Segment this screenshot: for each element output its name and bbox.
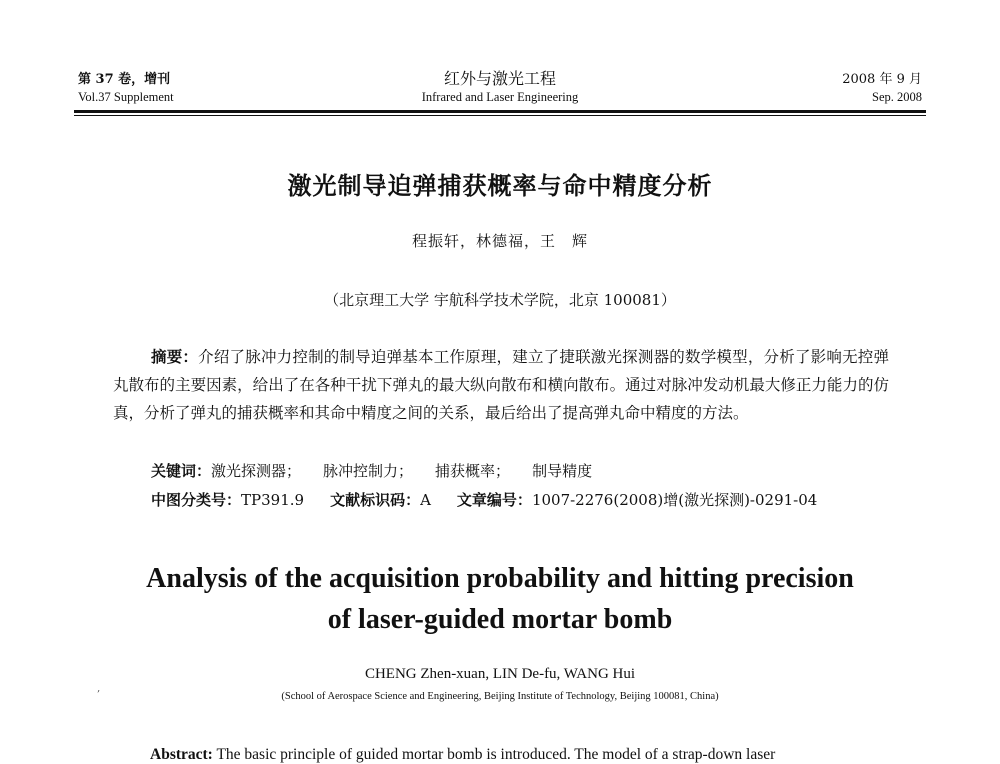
header-journal-en: Infrared and Laser Engineering <box>421 90 579 104</box>
paper-title-cn: 激光制导迫弹捕获概率与命中精度分析 <box>287 172 713 200</box>
doc-code-label: 文献标识码： <box>330 491 421 509</box>
authors-cn: 程振轩，林德福，王 辉 <box>411 232 588 250</box>
header-rule-thin <box>74 115 926 116</box>
abstract-en-label: Abstract: <box>150 746 213 763</box>
paper-title-en-line2: of laser-guided mortar bomb <box>327 604 673 635</box>
header-date-en: Sep. 2008 <box>872 90 922 104</box>
header-volume-cn: 第 37 卷，增刊 <box>78 72 171 87</box>
header-journal-cn: 红外与激光工程 <box>443 69 556 88</box>
keywords-label: 关键词： <box>151 462 212 480</box>
keyword-item: 捕获概率； <box>435 462 511 480</box>
header-volume-en: Vol.37 Supplement <box>78 90 174 104</box>
abstract-cn <box>113 343 889 427</box>
authors-en: CHENG Zhen-xuan, LIN De-fu, WANG Hui <box>364 666 636 682</box>
article-number-label: 文章编号： <box>456 491 532 509</box>
keyword-item: 激光探测器； <box>211 462 302 480</box>
scan-speck: ‚ <box>97 683 101 694</box>
affiliation-cn: （北京理工大学 宇航科学技术学院，北京 100081） <box>324 291 676 309</box>
paper-title-en <box>0 558 1000 640</box>
abstract-cn-label: 摘要： <box>151 348 199 366</box>
classification-line <box>151 489 817 510</box>
clc-value: TP391.9 <box>241 491 305 509</box>
header-date-cn: 2008 年 9 月 <box>842 72 922 87</box>
keyword-item: 制导精度 <box>532 462 593 480</box>
article-number-value: 1007-2276(2008)增(激光探测)-0291-04 <box>531 491 818 509</box>
clc-label: 中图分类号： <box>151 491 242 509</box>
affiliation-en: (School of Aerospace Science and Engineering, Beijing Institute of Technology, Beijing 100081, China) <box>281 691 719 702</box>
header-rule-thick <box>74 110 926 113</box>
abstract-en <box>150 746 910 764</box>
abstract-en-text: The basic principle of guided mortar bomb is introduced. The model of a strap-down laser <box>216 746 776 763</box>
abstract-cn-text: 介绍了脉冲力控制的制导迫弹基本工作原理，建立了捷联激光探测器的数学模型，分析了影响无控弹丸散布的主要因素，给出了在各种干扰下弹丸的最大纵向散布和横向散布。通过对脉冲发动机最大修正力能力的仿真，分析了弹丸的捕获概率和其命中精度之间的关系，最后给出了提高弹丸命中精度的方法。 <box>113 348 889 422</box>
keywords <box>151 460 592 481</box>
doc-code-value: A <box>420 491 431 509</box>
paper-title-en-line1: Analysis of the acquisition probability and hitting precision <box>146 563 854 594</box>
keyword-item: 脉冲控制力； <box>323 462 414 480</box>
